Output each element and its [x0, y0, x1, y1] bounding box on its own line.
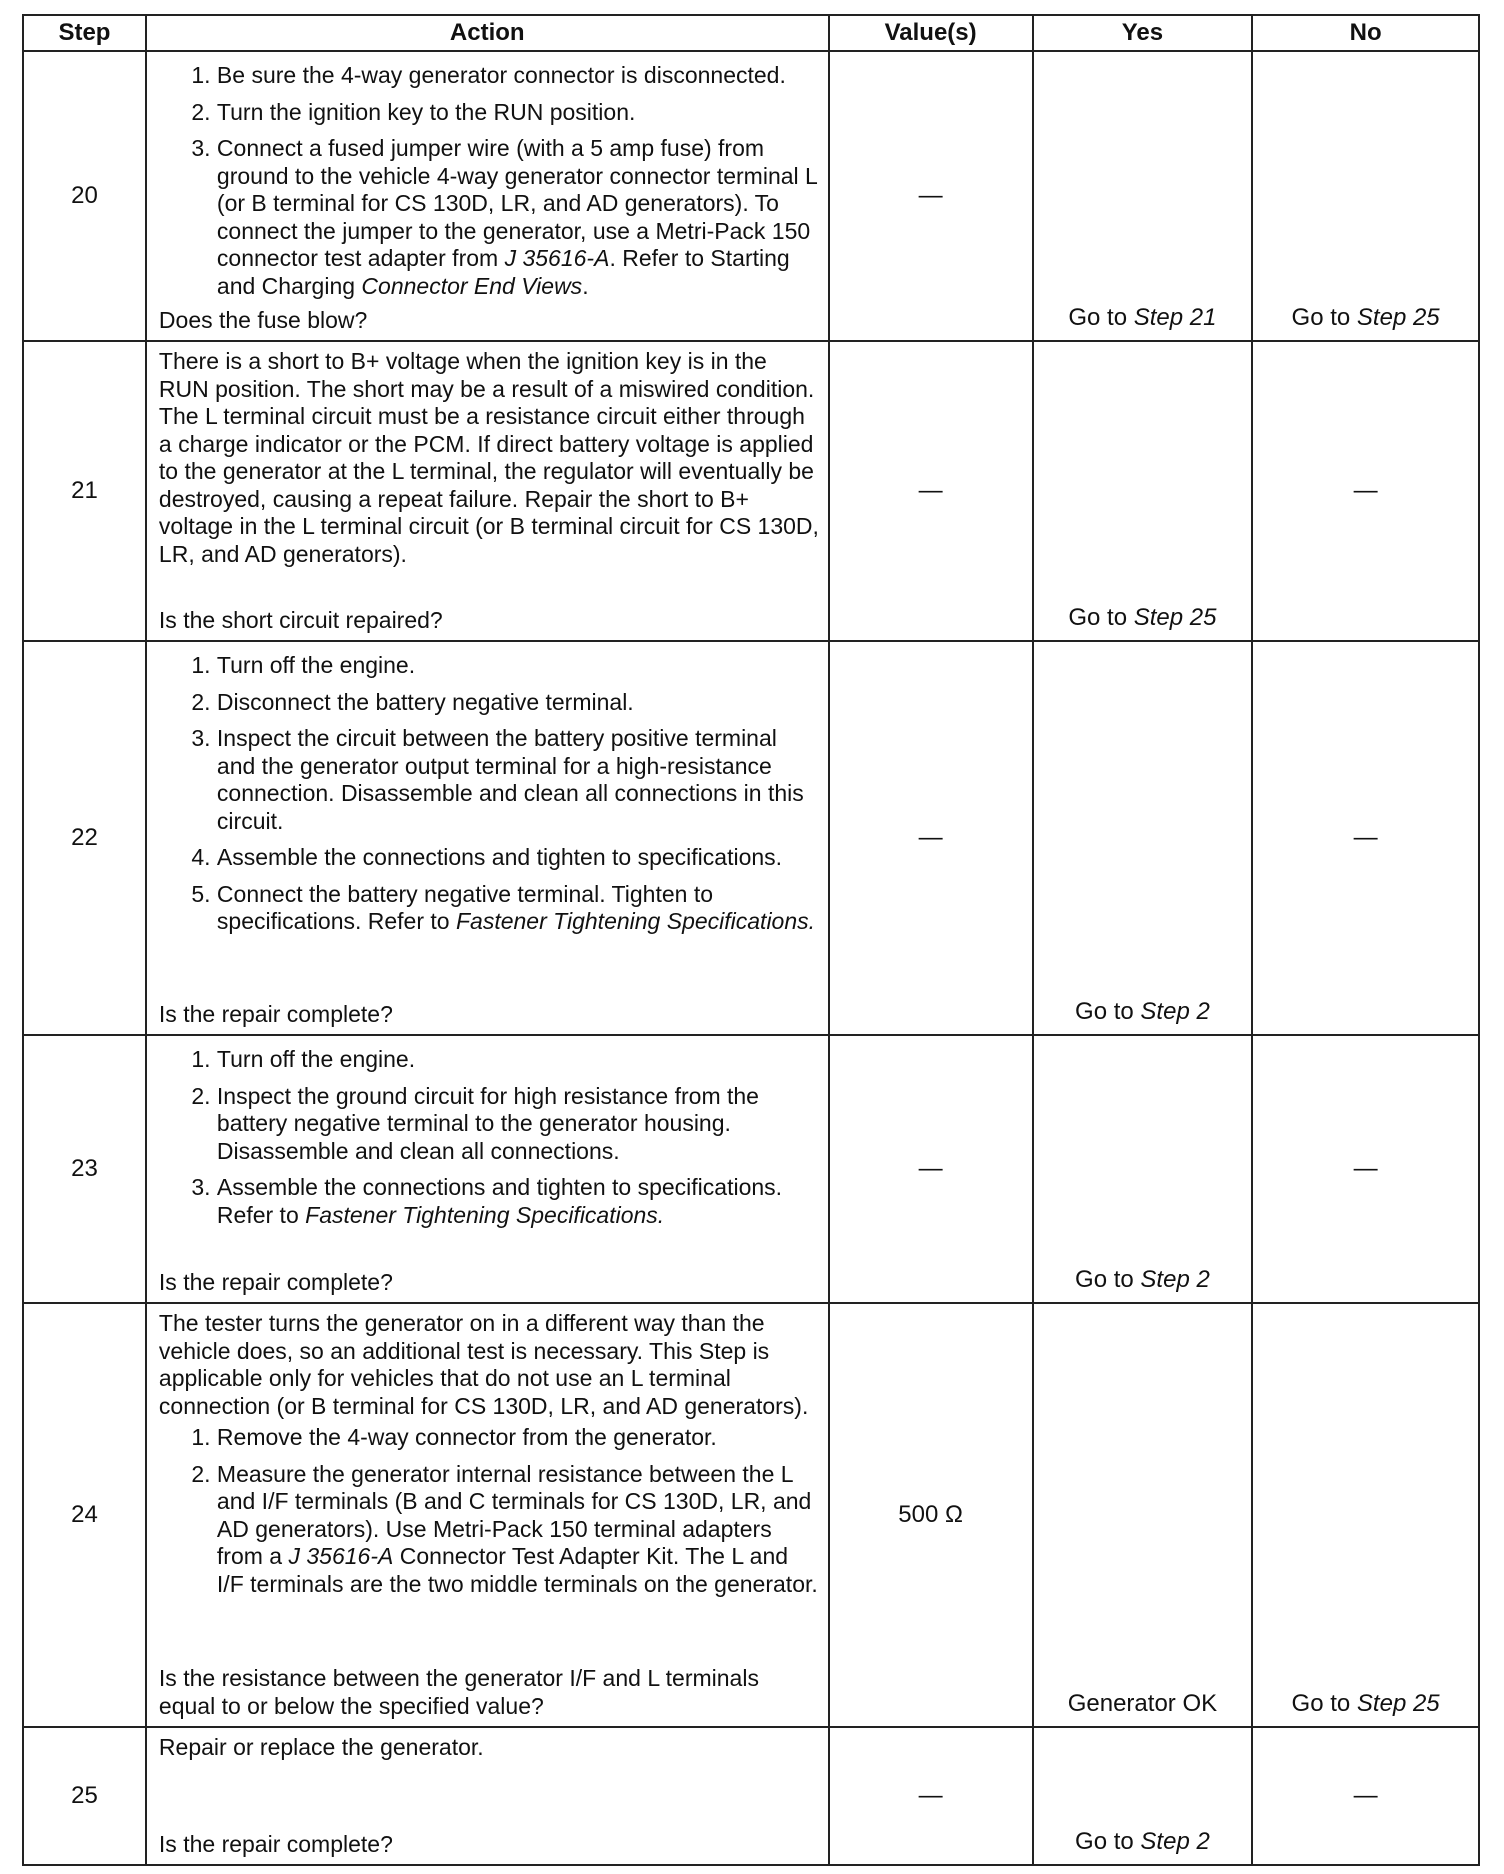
action-step: 2. Disconnect the battery negative terminal. [217, 689, 820, 717]
question: Is the repair complete? [158, 1000, 393, 1027]
header-action: Action [146, 15, 829, 51]
no-cell: — [1252, 1035, 1479, 1303]
action-step: 3. Connect a fused jumper wire (with a 5 amp fuse) from ground to the vehicle 4-way generator connector terminal L (or B terminal for CS 130D, LR, and AD generators). To connect the jumper to the generator, use a Metri-Pack 150 connector test adapter from J 35616-A. Refer to Starting and Charging Connector End Views. [217, 135, 820, 300]
step-number: 24 [23, 1303, 146, 1727]
action-steps [159, 1046, 820, 1229]
action-step: 2. Turn the ignition key to the RUN position. [217, 99, 820, 127]
action-step: 1. Turn off the engine. [217, 1046, 820, 1074]
step-number: 21 [23, 341, 146, 641]
table-row [23, 1727, 1479, 1865]
yes-cell: Go to Step 21 [1033, 51, 1253, 341]
question: Is the short circuit repaired? [158, 606, 443, 633]
yes-cell: Generator OK [1033, 1303, 1253, 1727]
value-cell: — [829, 341, 1033, 641]
step-number: 23 [23, 1035, 146, 1303]
action-step: 4. Assemble the connections and tighten to specifications. [217, 844, 820, 872]
no-cell: Go to Step 25 [1252, 51, 1479, 341]
no-cell: — [1252, 341, 1479, 641]
header-step: Step [23, 15, 146, 51]
action-cell [146, 1035, 829, 1303]
action-step: 2. Inspect the ground circuit for high resistance from the battery negative terminal to the generator housing. Disassemble and clean all connections. [217, 1083, 820, 1166]
action-cell [146, 51, 829, 341]
question: Is the resistance between the generator I/F and L terminals equal to or below the specified value? [158, 1665, 759, 1719]
question: Is the repair complete? [158, 1268, 393, 1295]
yes-cell: Go to Step 25 [1033, 341, 1253, 641]
action-text: There is a short to B+ voltage when the ignition key is in the RUN position. The short may be a result of a miswired condition. The L terminal circuit must be a resistance circuit either through a charge indicator or the PCM. If direct battery voltage is applied to the generator at the L terminal, the regulator will eventually be destroyed, causing a repeat failure. Repair the short to B+ voltage in the L terminal circuit (or B terminal circuit for CS 130D, LR, and AD generators). [158, 348, 819, 567]
action-steps [159, 62, 820, 300]
question: Is the repair complete? [158, 1830, 393, 1857]
step-number: 20 [23, 51, 146, 341]
no-cell: Go to Step 25 [1252, 1303, 1479, 1727]
action-cell [146, 341, 829, 641]
no-cell: — [1252, 641, 1479, 1035]
header-no: No [1252, 15, 1479, 51]
step-number: 22 [23, 641, 146, 1035]
action-steps [159, 652, 820, 936]
action-text: Repair or replace the generator. [158, 1734, 484, 1760]
action-cell [146, 1303, 829, 1727]
action-step: 1. Turn off the engine. [217, 652, 820, 680]
table-row [23, 1303, 1479, 1727]
table-row [23, 51, 1479, 341]
yes-cell: Go to Step 2 [1033, 1727, 1253, 1865]
action-steps [159, 1424, 820, 1598]
header-values: Value(s) [829, 15, 1033, 51]
action-step: 1. Remove the 4-way connector from the generator. [217, 1424, 820, 1452]
no-cell: — [1252, 1727, 1479, 1865]
value-cell: — [829, 641, 1033, 1035]
action-step: 3. Assemble the connections and tighten to specifications. Refer to Fastener Tightening Specifications. [217, 1174, 820, 1229]
value-cell: 500 Ω [829, 1303, 1033, 1727]
action-step: 2. Measure the generator internal resistance between the L and I/F terminals (B and C terminals for CS 130D, LR, and AD generators). Use Metri-Pack 150 terminal adapters from a J 35616-A Connector Test Adapter Kit. The L and I/F terminals are the two middle terminals on the generator. [217, 1461, 820, 1599]
action-step: 5. Connect the battery negative terminal. Tighten to specifications. Refer to Fastener Tightening Specifications. [217, 881, 820, 936]
action-cell [146, 641, 829, 1035]
table-row [23, 641, 1479, 1035]
question: Does the fuse blow? [158, 306, 368, 333]
action-step: 3. Inspect the circuit between the battery positive terminal and the generator output terminal for a high-resistance connection. Disassemble and clean all connections in this circuit. [217, 725, 820, 835]
yes-cell: Go to Step 2 [1033, 641, 1253, 1035]
value-cell: — [829, 1035, 1033, 1303]
header-yes: Yes [1033, 15, 1253, 51]
header-row [23, 15, 1479, 51]
value-cell: — [829, 51, 1033, 341]
action-cell [146, 1727, 829, 1865]
step-number: 25 [23, 1727, 146, 1865]
action-text: The tester turns the generator on in a different way than the vehicle does, so an additional test is necessary. This Step is applicable only for vehicles that do not use an L terminal connection (or B terminal for CS 130D, LR, and AD generators). [158, 1310, 809, 1419]
value-cell: — [829, 1727, 1033, 1865]
table-row [23, 1035, 1479, 1303]
yes-cell: Go to Step 2 [1033, 1035, 1253, 1303]
table-row [23, 341, 1479, 641]
diagnostic-table [22, 14, 1480, 1866]
action-step: 1. Be sure the 4-way generator connector is disconnected. [217, 62, 820, 90]
